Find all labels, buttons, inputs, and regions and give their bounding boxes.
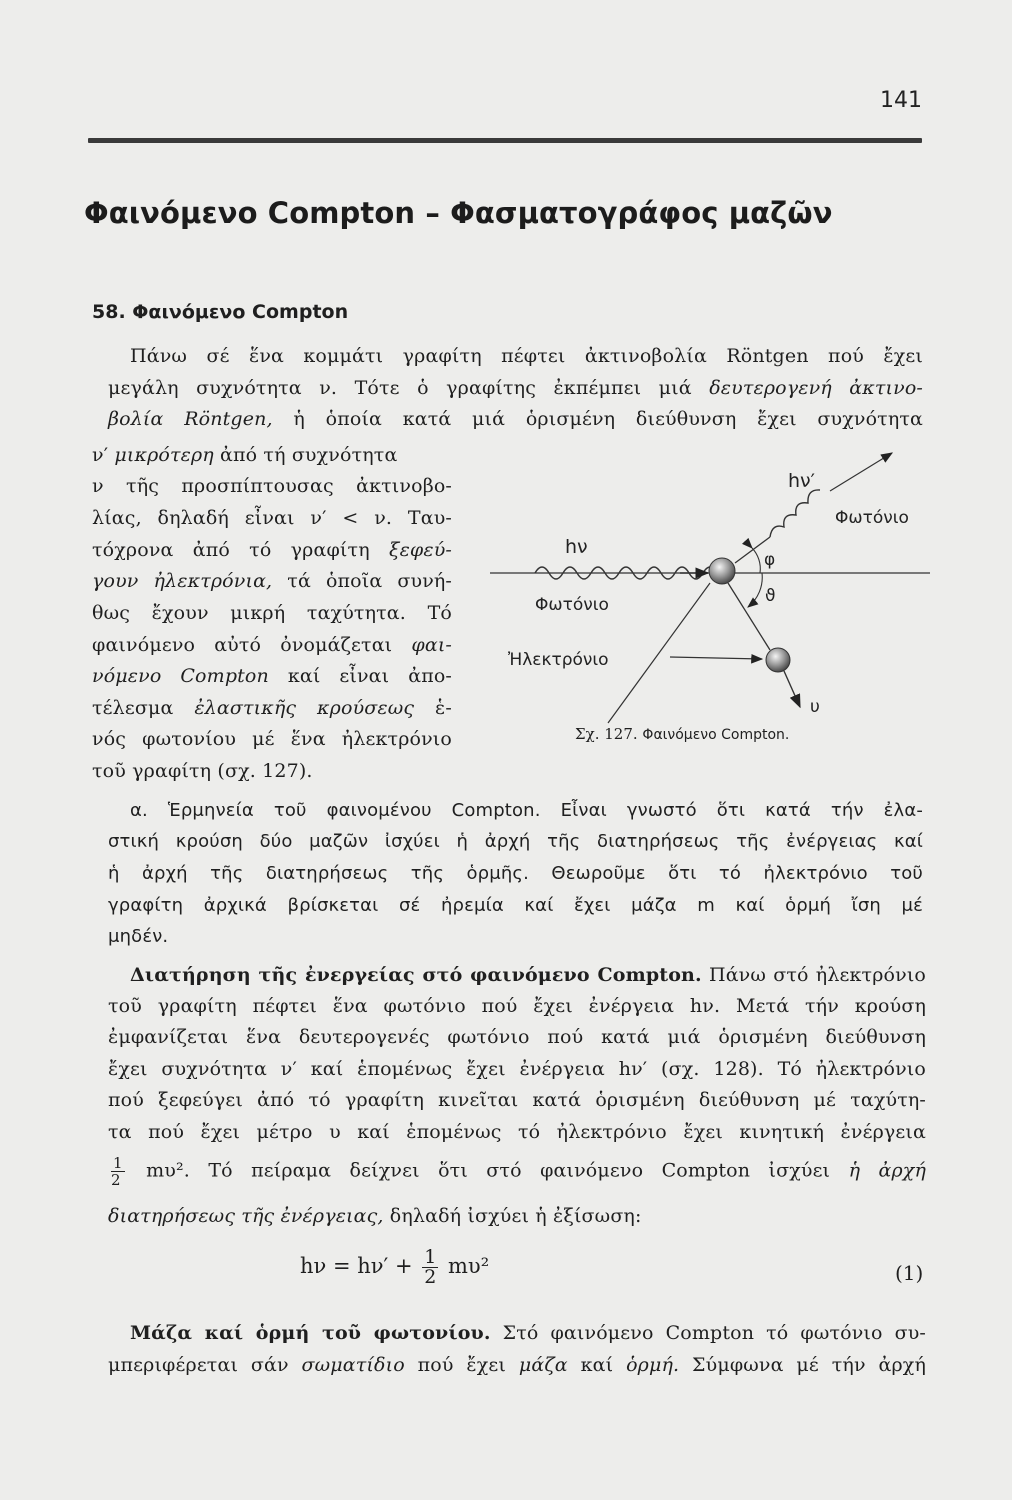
label-electron: Ἠλεκτρόνιο — [508, 650, 609, 670]
interpretation-line-5: μηδέν. — [108, 926, 169, 947]
energy-line-6: τα πού ἔχει μέτρο υ καί ἑπομένως τό ἠλεκτρόνιο ἔχει κινητική ἐνέργεια — [108, 1121, 926, 1143]
interpretation-line-4: γραφίτη ἀρχικά βρίσκεται σέ ἠρεμία καί ἔχει μάζα m καί ὁρμή ἴση μέ — [108, 895, 923, 916]
energy-equation: hν = hν′ + $\frac{1}{2}$ mυ² — [300, 1246, 490, 1288]
intro-line-7: τόχρονα ἀπό τό γραφίτη ξεφεύ- — [92, 539, 452, 561]
intro-line-1: Πάνω σέ ἕνα κομμάτι γραφίτη πέφτει ἀκτινοβολία Röntgen πού ἔχει — [130, 345, 923, 367]
intro-line-2: μεγάλη συχνότητα ν. Τότε ὁ γραφίτης ἐκπέμπει μιά δευτερογενή ἀκτινο- — [108, 377, 923, 399]
energy-line-1: Διατήρηση τῆς ἐνεργείας στό φαινόμενο Compton. Πάνω στό ἠλεκτρόνιο — [130, 964, 927, 986]
theta-arc — [748, 573, 762, 607]
mass-line-2: μπεριφέρεται σάν σωματίδιο πού ἔχει μάζα καί ὁρμή. Σύμφωνα μέ τήν ἀρχή — [108, 1354, 926, 1376]
phi-arc — [752, 548, 760, 573]
fraction-half: $\frac{1}{2}$ — [111, 1154, 123, 1189]
energy-line-3: ἐμφανίζεται ἕνα δευτερογενές φωτόνιο πού κατά μιά ὁρισμένη διεύθυνση — [108, 1026, 926, 1048]
intro-line-9: θως ἔχουν μικρή ταχύτητα. Τό — [92, 602, 452, 624]
interpretation-line-1: α. Ἑρμηνεία τοῦ φαινομένου Compton. Εἶναι γνωστό ὅτι κατά τήν ἐλα- — [130, 800, 923, 821]
interpretation-line-3: ἡ ἀρχή τῆς διατηρήσεως τῆς ὁρμῆς. Θεωροῦμε ὅτι τό ἠλεκτρόνιο τοῦ — [108, 863, 923, 884]
intro-line-6: λίας, δηλαδή εἶναι ν′ < ν. Ταυ- — [92, 507, 452, 529]
energy-line-4: ἔχει συχνότητα ν′ καί ἑπομένως ἔχει ἐνέργεια hν′ (σχ. 128). Τό ἠλεκτρόνιο — [108, 1058, 926, 1080]
intro-line-10: φαινόμενο αὐτό ὀνομάζεται φαι- — [92, 634, 452, 656]
mass-line-1: Μάζα καί ὁρμή τοῦ φωτονίου. Στό φαινόμενο Compton τό φωτόνιο συ- — [130, 1322, 926, 1344]
interpretation-line-2: στική κρούση δύο μαζῶν ἰσχύει ἡ ἀρχή τῆς διατηρήσεως τῆς ἐνέργειας καί — [108, 831, 923, 852]
chapter-title: Φαινόμενο Compton – Φασματογράφος μαζῶν — [84, 196, 833, 230]
label-photon-in: Φωτόνιο — [535, 595, 609, 615]
intro-line-13: νός φωτονίου μέ ἕνα ἠλεκτρόνιο — [92, 728, 452, 750]
intro-line-11: νόμενο Compton καί εἶναι ἀπο- — [92, 665, 452, 687]
label-phi: φ — [764, 550, 776, 570]
page-number: 141 — [880, 88, 922, 113]
recoil-electron — [766, 648, 790, 672]
intro-line-14: τοῦ γραφίτη (σχ. 127). — [92, 760, 313, 782]
equation-number: (1) — [895, 1261, 924, 1285]
intro-line-3: βολία Röntgen, ἡ ὁποία κατά μιά ὁρισμένη διεύθυνση ἔχει συχνότητα — [108, 408, 924, 430]
intro-line-5: ν τῆς προσπίπτουσας ἀκτινοβο- — [92, 475, 452, 497]
intro-line-12: τέλεσμα ἐλαστικῆς κρούσεως ἑ- — [92, 697, 452, 719]
figure-caption: Σχ. 127. Φαινόμενο Compton. — [575, 725, 790, 743]
label-theta: ϑ — [765, 586, 776, 606]
energy-line-8: διατηρήσεως τῆς ἐνέργειας, δηλαδή ἰσχύει ἡ ἐξίσωση: — [108, 1205, 642, 1227]
collision-electron — [709, 558, 735, 584]
label-photon-out: Φωτόνιο — [835, 508, 909, 528]
intro-line-4: ν′ μικρότερη ἀπό τή συχνότητα — [92, 444, 398, 466]
energy-line-7: $\frac{1}{2}$ mυ². Τό πείραμα δείχνει ὅτι στό φαινόμενο Compton ἰσχύει ἡ ἀρχή — [111, 1154, 926, 1189]
compton-diagram — [480, 445, 930, 755]
label-hv-prime: hν′ — [788, 470, 815, 492]
label-u: υ — [810, 697, 820, 717]
electron-recoil-path — [728, 583, 770, 650]
scattered-photon-wave — [770, 490, 820, 537]
section-heading: 58. Φαινόμενο Compton — [92, 301, 349, 323]
header-rule — [88, 138, 922, 143]
intro-line-8: γουν ἠλεκτρόνια, τά ὁποῖα συνή- — [92, 570, 452, 592]
label-hv: hν — [565, 536, 588, 558]
equation-fraction: $\frac{1}{2}$ — [424, 1246, 437, 1288]
energy-line-2: τοῦ γραφίτη πέφτει ἕνα φωτόνιο πού ἔχει ἐνέργεια hν. Μετά τήν κρούση — [108, 995, 926, 1017]
energy-line-5: πού ξεφεύγει ἀπό τό γραφίτη κινεῖται κατά ὁρισμένη διεύθυνση μέ ταχύτη- — [108, 1089, 926, 1111]
